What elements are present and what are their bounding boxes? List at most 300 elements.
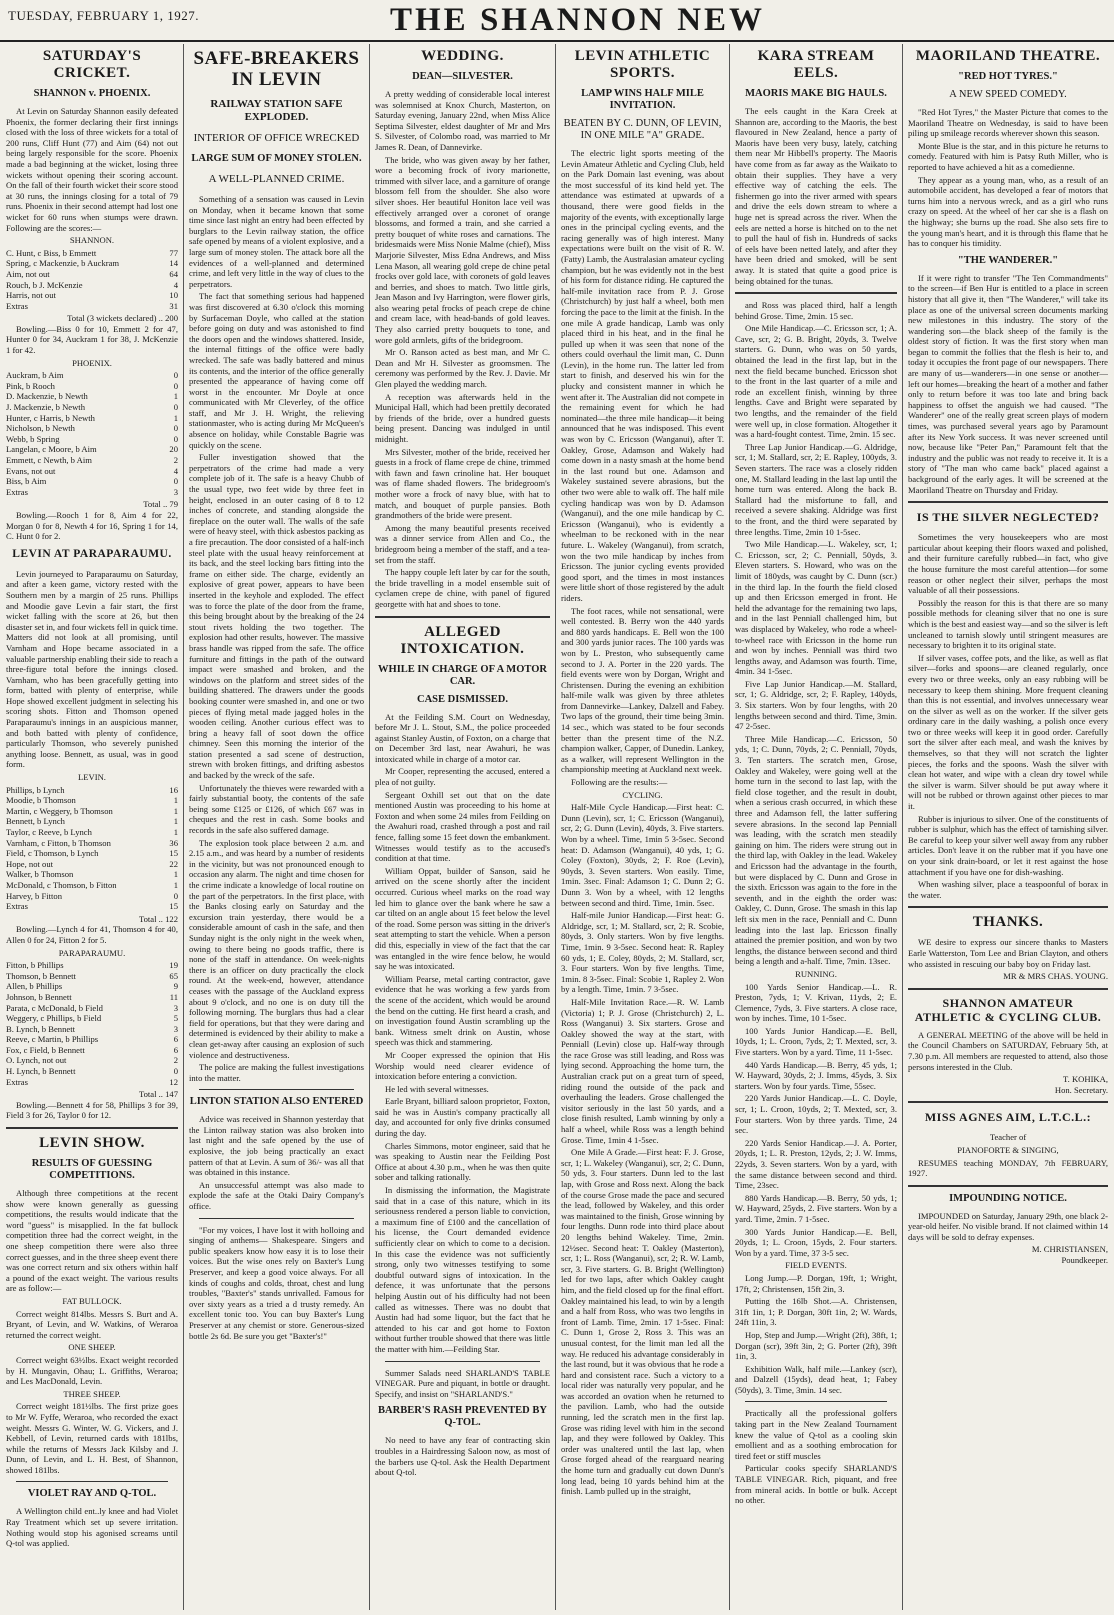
scorecard-row bbox=[6, 434, 178, 445]
article-paragraph: Correct weight 181½lbs. The first prize goes to Mr W. Fyffe, Weraroa, who recorded the exact weight. Messrs G. Winter, W. G. Vickers, and J. Kebbell, of Levin, returned cards with 181lbs, while the returns of Messrs Jack Kilsby and J. Dunn, of Levin, and L. H. Best, of Shannon, showed 181lbs. bbox=[6, 1401, 178, 1475]
article-subheading: RESULTS OF GUESSING COMPETITIONS. bbox=[31, 1158, 153, 1182]
batsman-entry: Hunter, c Harris, b Newth bbox=[6, 412, 95, 423]
article-subheading: LINTON STATION ALSO ENTERED bbox=[189, 1096, 364, 1108]
scorecard-row bbox=[6, 258, 178, 269]
batsman-entry: Rouch, b J. McKenzie bbox=[6, 279, 83, 290]
runs-scored: 4 bbox=[173, 465, 178, 476]
innings-total: Total (3 wickets declared) .. 200 bbox=[67, 313, 178, 324]
article-paragraph: Mr O. Ranson acted as best man, and Mr C. Dean and Mr H. Silvester as groomsmen. The ceremony was performed by the Rev. J. Davie. Mr Glen played the wedding march. bbox=[375, 347, 550, 390]
article-paragraph: Although three competitions at the recent show were known generally as guessing competitions, the results would indicate that the word "guess" is misapplied. In the fat bullock competition three had the correct weight, in the one sheep competition there were also three correct guesses, and in the three sheep event there was one correct return and six others within half a pound of the exact weight. The various results are as follow:— bbox=[6, 1188, 178, 1294]
notice-heading: THANKS. bbox=[972, 914, 1044, 931]
batsman-entry: Harris, not out bbox=[6, 290, 56, 301]
batsman-entry: Extras bbox=[6, 1076, 28, 1087]
batsman-entry: Spring, c Mackenzie, b Auckram bbox=[6, 258, 120, 269]
advert-text: A Wellington child ent..ly knee and had Violet Ray Treatment which set up severe irritation. Nothing would stop his agonised screams until Q-tol was applied. bbox=[6, 1506, 178, 1549]
runs-scored: 2 bbox=[173, 455, 178, 465]
article-paragraph: At the Feilding S.M. Court on Wednesday, before Mr J. L. Stout, S.M., the police proceeded against Stanley Austin, of Foxton, on a charge that on December 3rd last, near Awahuri, he was intoxicated while in charge of a motor car. bbox=[375, 711, 550, 764]
scorecard-row bbox=[6, 891, 178, 902]
scorecard-row bbox=[6, 1077, 178, 1088]
article-paragraph: 880 Yards Handicap.—B. Berry, 50 yds, 1; W. Hayward, 25yds, 2. Five starters. Won by a yard. Time, 2min. 7 1-5sec. bbox=[735, 1192, 897, 1224]
article-heading: MAORILAND THEATRE. bbox=[915, 48, 1101, 64]
batsman-entry: J. Mackenzie, b Newth bbox=[6, 402, 85, 413]
article-body bbox=[375, 89, 550, 610]
article-body bbox=[561, 148, 724, 788]
notice-text: IMPOUNDED on Saturday, January 29th, one black 2-year-old heifer. No visible brand. If not claimed within 14 days will be sold to defray expenses. bbox=[908, 1210, 1108, 1242]
scorecard-row bbox=[6, 971, 178, 982]
notice-signature: Poundkeeper. bbox=[1061, 1255, 1108, 1266]
article-paragraph: Hop, Step and Jump.—Wright (2ft), 38ft, 1; Dorgan (scr), 39ft 3in, 2; G. Porter (2ft), 39ft 1in, 3. bbox=[735, 1329, 897, 1362]
newspaper-title: THE SHANNON NEW bbox=[390, 2, 766, 38]
article-paragraph: "Red Hot Tyres," the Master Picture that comes to the Maoriland Theatre on Wednesday, is said to have been piling up smileage records wherever shown this season. bbox=[908, 107, 1108, 139]
scorecard-row bbox=[6, 423, 178, 434]
results-list bbox=[735, 982, 897, 1259]
article-paragraph: Unfortunately the thieves were rewarded with a fairly substantial booty, the contents of the safe being some £125 or £126, of which £67 was in cheques and the rest in cash. Some books and records in the safe also suffered damage. bbox=[189, 782, 364, 836]
article-subheading: "RED HOT TYRES." bbox=[958, 71, 1058, 82]
batsman-entry: Hope, not out bbox=[6, 858, 54, 869]
article-heading: WEDDING. bbox=[421, 48, 504, 64]
runs-scored: 1 bbox=[173, 412, 178, 423]
scorecard-row bbox=[6, 838, 178, 849]
batsman-entry: Allen, b Phillips bbox=[6, 981, 63, 992]
article-subheading: LAMP WINS HALF MILE INVITATION. bbox=[581, 88, 704, 111]
batsman-entry: Johnson, b Bennett bbox=[6, 991, 72, 1002]
article-paragraph: The happy couple left later by car for the south, the bride travelling in a model ensemble suit of cyclamen crepe de chine, with panel of figured georgette with hat and shoes to tone. bbox=[375, 567, 550, 609]
article-body bbox=[908, 107, 1108, 249]
column-kara-eels bbox=[735, 44, 897, 1610]
batsman-entry: Taylor, c Reeve, b Lynch bbox=[6, 827, 92, 837]
article-subheading: A WELL-PLANNED CRIME. bbox=[208, 173, 345, 185]
article-paragraph: Sergeant Oxhill set out that on the date mentioned Austin was proceeding to his home at Foxton and when some 24 miles from Feilding on the Awahuri road, crashed through a post and rail fence, falling some 15 feet down the embankment. Witnesses would testify as to the accused's condition at that time. bbox=[375, 789, 550, 864]
article-body bbox=[908, 532, 1108, 900]
results-list bbox=[735, 1273, 897, 1396]
scorecard bbox=[6, 248, 178, 312]
runs-scored: 0 bbox=[173, 890, 178, 901]
scorecard-row bbox=[6, 280, 178, 291]
article-paragraph: If silver vases, coffee pots, and the like, as well as flat silver—forks and spoons—are cleaned regularly, once every two or three weeks, only an easy rubbing will be necessary to keep them shining. More frequent cleaning than this is not essential, and involves unnecessary wear on the silver as well as on the worker. If the silver gets ordinary care in the daily washing, a polish once every two or three weeks will keep it in good order. Carefully sort the silver after each meal, and wash the knives by themselves, so that they will not scratch the lighter pieces, the forks and the spoons. Wash the silver with clean hot water, and wipe with a clean dry towel while the silver is warm. Silver should be put away where it will not be rubbed or thrown against other pieces to mar it. bbox=[908, 652, 1108, 812]
runs-scored: 15 bbox=[169, 848, 178, 859]
column-wedding bbox=[375, 44, 550, 1610]
runs-scored: 3 bbox=[173, 1002, 178, 1013]
scorecard-row bbox=[6, 301, 178, 312]
article-subheading: MAORIS MAKE BIG HAULS. bbox=[745, 88, 887, 99]
article-body bbox=[189, 1114, 364, 1211]
batsman-entry: Phillips, b Lynch bbox=[6, 784, 65, 795]
batsman-entry: Extras bbox=[6, 300, 28, 311]
article-subheading: DEAN—SILVESTER. bbox=[412, 71, 513, 82]
divider bbox=[908, 501, 1108, 503]
article-paragraph: Half-mile Junior Handicap.—First heat: G. Aldridge, scr, 1; M. Stallard, scr, 2; R. Scobie, 80yds, 3. Only starters. Won by five lengths. Time, 1min. 9 3-5sec. Second heat: R. Rapley 60 yds, 1; E. Coley, 80yds, 2; M. Stallard, scr, 3. Four starters. Won by five lengths. Time, 1min. 8 3-5sec. Final: Scobie 1, Rapley 2. Won by a length. Time, 1min. 7 3-5sec. bbox=[561, 910, 724, 995]
batsman-entry: Reeve, c Martin, b Phillips bbox=[6, 1034, 99, 1045]
article-paragraph: Long Jump.—P. Dorgan, 19ft, 1; Wright, 17ft, 2; Christensen, 15ft 2in, 3. bbox=[735, 1272, 897, 1294]
notice-signature: M. CHRISTIANSEN, bbox=[1031, 1244, 1108, 1255]
batsman-entry: Field, c Thomson, b Lynch bbox=[6, 848, 99, 859]
article-paragraph: Possibly the reason for this is that there are so many possible methods for cleaning silver that no one is sure which is the best and easiest way—and so the silver is left uncleaned to tarnish slowly until stringent measures are necessary to brighten it to its original state. bbox=[908, 597, 1108, 651]
batsman-entry: O. Lynch, not out bbox=[6, 1055, 67, 1066]
column-athletic-sports bbox=[561, 44, 724, 1610]
runs-scored: 64 bbox=[169, 268, 178, 279]
advert-text: Practically all the professional golfers taking part in the New Zealand Tournament knew the value of Q-tol as a cooling skin emollient and as a soothing embrocation for tired feet or stiff muscles bbox=[735, 1408, 897, 1461]
article-paragraph: Mrs Silvester, mother of the bride, received her guests in a frock of flame crepe de chine, trimmed with fawn and fawn crinoline hat. Her bouquet was of flame shaded flowers. The bridegroom's mother wore a frock of navy blue, with hat to match, and bouquet of purple pansies. Both grandmothers of the bride were present. bbox=[375, 446, 550, 521]
scorecard-row bbox=[6, 827, 178, 838]
article-subheading: A NEW SPEED COMEDY. bbox=[949, 89, 1067, 100]
section-label: ONE SHEEP. bbox=[68, 1342, 116, 1353]
article-paragraph: He led with several witnesses. bbox=[385, 1083, 489, 1094]
scorecard-row bbox=[6, 806, 178, 817]
divider bbox=[908, 906, 1108, 908]
article-heading: IS THE SILVER NEGLECTED? bbox=[916, 510, 1100, 525]
divider bbox=[375, 616, 550, 618]
bowling-figures: Bowling.—Rooch 1 for 8, Aim 4 for 22, Morgan 0 for 8, Newth 4 for 16, Spring 1 for 14, C. Hunt 0 for 2. bbox=[6, 509, 178, 542]
article-subheading: "THE WANDERER." bbox=[957, 254, 1059, 266]
batsman-entry: H. Lynch, b Bennett bbox=[6, 1066, 76, 1077]
team-name: PARAPARAUMU. bbox=[58, 947, 126, 958]
section-label: CYCLING. bbox=[622, 789, 663, 800]
runs-scored: 6 bbox=[173, 1044, 178, 1055]
column-rule bbox=[183, 44, 184, 1610]
scorecard-row bbox=[6, 795, 178, 806]
notice-text: A GENERAL MEETING of the above will be held in the Council Chambers on SATURDAY, February 5th, at 7.30 p.m. All members are requested to attend, also those persons interested in the Club. bbox=[908, 1029, 1108, 1072]
article-heading: ALLEGED INTOXICATION. bbox=[400, 623, 525, 657]
batsman-entry: Harvey, b Fitton bbox=[6, 890, 63, 901]
article-paragraph: Correct weight 814lbs. Messrs S. Burt and A. Bryant, of Levin, and W. Watkins, of Weraroa returned the correct weight. bbox=[6, 1308, 178, 1340]
article-subheading: LARGE SUM OF MONEY STOLEN. bbox=[191, 153, 362, 164]
article-paragraph: One Mile A Grade.—First heat: F. J. Grose, scr, 1; L. Wakeley (Wanganui), scr, 2; C. Dunn, 50 yds, 3. Four starters. Dunn led to the last lap, with Grose and Ross next. Along the back of the course Grose made the pace and secured the lead, followed by Wakeley, and this order was maintained to the finish, Grose winning by four lengths. Dunn rode into third place about 20 lengths behind Wakeley. Time, 2min. 12½sec. Second heat: T. Oakley (Masterton), scr, 1; L. Ross (Wanganui), scr, 2; R. W. Lamb, scr, 3. Five starters. G. B. Bright (Wellington) led for two laps, after which Oakley caught him, and the field closed up for the final effort. Oakley maintained his lead, to win by a length and a half from Ross, who was two lengths in front of Lamb. Time, 2min. 17 1-5sec. Final: C. Dunn 1, Grose 2, Ross 3. This was an unusual contest, for the limit man led all the way. He reduced his advantage considerably in the last round, but it was obvious that he rode a hard and consistent race. Such a victory to a local rider was naturally very popular, and he was accorded an ovation when he returned to the pavilion. Lamb, who had the outside running, led the scratch men in the first lap. Grose was riding level with him in the second lap, and they were followed by Oakley. This order was unaltered until the last lap, when Grose forged ahead of the rearguard nearing the home turn and gradually cut down Dunn's long lead, being 10 yards behind him at the finish. Lamb pulled up in the straight, bbox=[561, 1147, 724, 1497]
article-paragraph: In dismissing the information, the Magistrate said that in a case of this nature, which in its seriousness rendered a person liable to conviction, a maximum fine of £100 and the cancellation of his license, the Court demanded evidence sufficiently clear on which to come to a decision. In this case the evidence was not sufficiently strong, only two witnesses testifying to some doubtful outward signs of intoxication. In the defence, it was unfortunate that the persons helping Austin out of his difficulty had not been called as witnesses. There was no doubt that Austin had had some liquor, but the fact that he attended to his car and got home to Foxton without further trouble showed that there was little the matter with him.—Feilding Star. bbox=[375, 1185, 550, 1354]
article-paragraph: Fuller investigation showed that the perpetrators of the crime had made a very complete job of it. The safe is a heavy Chubb of the usual type, two feet wide by three feet in height, enclosed in an outer casing of 8 to 12 inches of concrete, and standing alongside the fireplace on the outer wall. The walls of the safe were of heavy steel, with thick asbestos packing as a fire precaution. The door consisted of a half-inch steel plate with the usual heavy reinforcement at its back, and the steel locking bars fitting into the frame on either side. The charge, evidently an explosive of great power, appears to have been inserted in the keyhole and exploded. The effect was to force the plate of the door from the frame, this being brought about by the breaking of the 24 stout rivets holding the two together. The explosion had other results, however. The massive brass handle was ripped from the safe. The office furniture and fittings in the path of the outward impact were smashed and broken, and the windows on the platform and street sides of the building shattered. The drawers under the goods booking counter were smashed in, and one or two pieces of flying metal made jagged holes in the wooden ceiling. Another curious effect was to bring a heavy fall of soot down the office chimney. Seen this morning the interior of the station presented a sad scene of destruction, strewn with broken fittings, and drifting asbestos and backed by the wreck of the safe. bbox=[189, 452, 364, 781]
batsman-entry: Martin, c Weggery, b Thomson bbox=[6, 805, 113, 816]
advert-text: "For my voices, I have lost it with holloing and singing of anthems— Shakespeare. Singers and public speakers know how easy it is to lose their voices. But the wise ones rely on Baxter's Lung Preserver, and keep a good voice always. For all kinds of coughs and colds, throat, chest and lung troubles, "Baxter's" stands unrivalled. Famous for over sixty years as a tried a d trusty remedy. An excellent tonic too. You can buy Baxter's Lung Preserver at any chemist or store. Generous-sized bottle 2s 6d. Be sure you get "Baxter's!" bbox=[189, 1224, 364, 1341]
scorecard-row bbox=[6, 413, 178, 424]
runs-scored: 0 bbox=[173, 380, 178, 391]
article-paragraph: Five Lap Junior Handicap.—M. Stallard, scr, 1; G. Aldridge, scr, 2; F. Rapley, 140yds, 3. Six starters. Won by four lengths, with 20 lengths between second and third. Time, 3min. 47 2-5sec. bbox=[735, 678, 897, 732]
notice-text: WE desire to express our sincere thanks to Masters Earle Watterston, Tom Lee and Brian Clayton, and others who assisted in rescuing our baby boy on Friday last. bbox=[908, 937, 1108, 969]
runs-scored: 0 bbox=[173, 402, 178, 413]
divider bbox=[735, 292, 897, 294]
batsman-entry: Moodie, b Thomson bbox=[6, 795, 76, 806]
batsman-entry: Parata, c McDonald, b Field bbox=[6, 1002, 103, 1013]
article-paragraph: A reception was afterwards held in the Municipal Hall, which had been prettily decorated by friends of the bride, over a hundred guests being present. Dancing was indulged in until midnight. bbox=[375, 391, 550, 444]
runs-scored: 19 bbox=[169, 960, 178, 971]
article-heading: KARA STREAM EELS. bbox=[757, 48, 875, 81]
article-paragraph: Half-Mile Invitation Race.—R. W. Lamb (Victoria) 1; P. J. Grose (Christchurch) 2, L. Ross (Wanganui) 3. Six starters. Grose and Oakley showed the way at the start, with Penniall (Levin) close up. Half-way through the race Grose was still leading, and Ross was lying second. Approaching the home turn, the Australian crack put on a great turn of speed, riding round the outside of the pack and overhauling the leaders. Grose challenged the visitor seriously in the last 50 yards, and a close finish resulted, Lamb winning by only a half a wheel, while Ross was a length behind Grose. Time, 1min 4 1-5sec. bbox=[561, 996, 724, 1145]
runs-scored: 1 bbox=[173, 805, 178, 816]
scorecard-row bbox=[6, 444, 178, 455]
scorecard-row bbox=[6, 1034, 178, 1045]
article-paragraph: 100 Yards Senior Handicap.—L. R. Preston, 7yds, 1; V. Krivan, 11yds, 2; E. Clemence, 7yds, 3. Five starters. A close race, won by inches. Time, 10 1-5sec. bbox=[735, 981, 897, 1024]
article-paragraph: Mr Cooper, representing the accused, entered a plea of not guilty. bbox=[375, 766, 550, 788]
divider bbox=[199, 1218, 354, 1219]
runs-scored: 15 bbox=[169, 901, 178, 912]
article-subheading: CASE DISMISSED. bbox=[416, 693, 509, 705]
runs-scored: 1 bbox=[173, 869, 178, 880]
column-safe-breakers bbox=[189, 44, 364, 1610]
masthead bbox=[0, 0, 1114, 42]
runs-scored: 5 bbox=[173, 1013, 178, 1024]
batsman-entry: D. Mackenzie, b Newth bbox=[6, 391, 88, 402]
scorecard-row bbox=[6, 455, 178, 466]
issue-date: TUESDAY, FEBRUARY 1, 1927. bbox=[8, 8, 199, 23]
article-paragraph: Three Mile Handicap.—C. Ericsson, 50 yds, 1; C. Dunn, 70yds, 2; C. Penniall, 70yds, 3. Ten starters. The scratch men, Grose, Oakley and Wakeley, were going well at the home turn in the second to last lap, with the field close together, and the result in doubt, when a serious crash occurred, in which these three and Adamson fell, the latter suffering severe abrasions. In the second lap Penniall was leading, with the scratch men steadily gaining on him. The riders were strung out in the third lap, with Oakley in the lead. Wakeley and Ericsson had the advantage in the fourth, but were displaced by C. Dunn and Grose in the sixth. Ericsson was again to the fore in the seventh, and in the eighth the order was: Oakley, C. Dunn, Grose. The smash in this lap left six men in the race, Penniall and C. Dunn leading into the last lap. Ericsson finally attained the premier position, and won by two lengths, the distance between second and third being a length and a-half. Time, 7min. 13sec. bbox=[735, 733, 897, 967]
section-label: FIELD EVENTS. bbox=[785, 1260, 847, 1271]
batsman-entry: Langelan, c Moore, b Aim bbox=[6, 444, 97, 455]
article-paragraph: Half-Mile Cycle Handicap.—First heat: C. Dunn (Levin), scr, 1; C. Ericsson (Wanganui), scr, 2; G. Dunn (Levin), 40yds, 3. Five starters. Won by a wheel. Time, 1min 5 3-5sec. Second heat: D. Adamson (Wanganui), 40 yds, 1; G. Coley (Foxton), 30yds, 2; F. Roe (Levin), 90yds, 3. Seven starters. Won easily. Time, 1min. 3sec. Final: Adamson 1; C. Dunn 2; G. Dunn 3. Won by a wheel, with 12 lengths between second and third. Time, 1min. 5sec. bbox=[561, 802, 724, 908]
divider bbox=[908, 988, 1108, 990]
innings-total: Total .. 147 bbox=[138, 1089, 178, 1100]
scorecard-row bbox=[6, 402, 178, 413]
divider bbox=[908, 1101, 1108, 1103]
runs-scored: 31 bbox=[169, 300, 178, 311]
scorecard-row bbox=[6, 381, 178, 392]
bowling-figures: Bowling.—Bennett 4 for 58, Phillips 3 for 39, Field 3 for 26, Taylor 0 for 12. bbox=[6, 1099, 178, 1121]
divider bbox=[16, 1481, 168, 1482]
results-list bbox=[561, 802, 724, 1497]
article-paragraph: Levin journeyed to Paraparaumu on Saturday, and after a keen game, victory rested with the Southern men by a margin of 25 runs. Phillips and Moodie gave Levin a fair start, the first wicket falling with the score at 26, but then disaster set in, and four wickets fell in quick time. Matters did not look at all promising, until Varnham and Hope became associated in a valuable partnership enabling their side to reach a three-figure total before the innings closed. Varnham, who has been gracefully getting into form, batted with plenty of enterprise, while Hope showed excellent judgment in selecting his scoring shots. Fitton and Thomson opened Paraparaumu's innings in an auspicious manner, and both batted with plenty of confidence, particularly Thomson, who severely punished anything loose. Bennett, as usual, was in good form. bbox=[6, 568, 178, 770]
batsman-entry: Walker, b Thomson bbox=[6, 869, 74, 880]
scorecard-row bbox=[6, 859, 178, 870]
batsman-entry: Weggery, c Phillips, b Field bbox=[6, 1013, 102, 1024]
article-paragraph: Two Mile Handicap.—L. Wakeley, scr, 1; C. Ericsson, scr, 2; C. Penniall, 50yds, 3. Eleven starters. S. Howard, who was on the limit of 180yds, was caught by C. Dunn (scr.) in the third lap. In the fourth the field closed up and then Ericsson emerged in front. He held the advantage for the remaining two laps, and in the last Penniall challenged him, but was displaced by Wakeley, who rode a wheel-to-wheel race with Ericsson in the home run and won by inches. Penniall was third two lengths away, and Adamson was fourth. Time, 4min. 34 1-5sec. bbox=[735, 539, 897, 677]
article-paragraph: The foot races, while not sensational, were well contested. B. Berry won the 440 yards and 880 yards handicaps. E. Bell won the 100 and 300 yards junior races. The 100 yards was won by L. Preston, who subsequently came second to J. A. Porter in the 220 yards. The field events were won by Dorgan, Wright and Christensen. During the evening an exhibition half-mile walk was given by three athletes from Dannevirke—Lankey, Dalzell and Fabey. Two laps of the ground, their time being 3min. 14 sec., which was stated to be four seconds better than the present time of the N.Z. champion walker, Capper, of Dunedin. Lankey, as a walker, will represent Wellington in the championship meeting at Auckland next week. bbox=[561, 605, 724, 775]
batsman-entry: Webb, b Spring bbox=[6, 433, 60, 444]
runs-scored: 22 bbox=[169, 858, 178, 869]
batsman-entry: Evans, not out bbox=[6, 465, 56, 476]
article-paragraph: Mr Cooper expressed the opinion that His Worship would need clearer evidence of intoxication before entering a conviction. bbox=[375, 1049, 550, 1082]
scorecard bbox=[6, 785, 178, 912]
article-paragraph: Putting the 16lb Shot.—A. Christensen, 31ft 1in, 1; P. Dorgan, 30ft 1in, 2; W. Wards, 24ft 11in, 3. bbox=[735, 1296, 897, 1328]
advert-text: Summer Salads need SHARLAND'S TABLE VINEGAR. Pure and piquant, in bottle or draught. Specify, and insist on "SHARLAND'S." bbox=[375, 1367, 550, 1399]
section-label: THREE SHEEP. bbox=[63, 1388, 121, 1399]
notice-heading: MISS AGNES AIM, L.T.C.L.: bbox=[924, 1110, 1092, 1125]
runs-scored: 11 bbox=[169, 991, 178, 1002]
scorecard-row bbox=[6, 466, 178, 477]
advert-text: No need to have any fear of contracting skin troubles in a Hairdressing Saloon now, as most of the barbers use Q-tol. Ask the Health Department about Q-tol. bbox=[375, 1435, 550, 1478]
batsman-entry: Biss, b Aim bbox=[6, 476, 47, 487]
runs-scored: 12 bbox=[169, 1076, 178, 1087]
article-paragraph: If it were right to transfer "The Ten Commandments" to the screen—if Ben Hur is entitled to a place in screen history that all give it, then "The Wanderer," will take its place as one of the universal screen documents marking new milestones in this industry. The story of the wandering son—the black sheep of the family is the oldest story of fiction. It was the first story when man began to commit the follies that the flesh is heir to, and today it occupies the front page of our newspapers. There are many of us—wanderers—in one sense or another—left our homes—breaking the heart of a mother and father only to return before it was too late and bring back happiness to offset the anguish we had caused. "The Wanderer" one of the really great screen plays of modern times, was purchased several years ago by Paramount after its New York success. It was never screened until now, because like "Peter Pan," Paramount felt that the industry and the public was not ready to receive it. It is a story of "The man who came back" placed against a background of the early ages. It will be screened at the Maoriland Theatre on Thursday and Friday. bbox=[908, 272, 1108, 495]
batsman-entry: Extras bbox=[6, 486, 28, 497]
scorecard-row bbox=[6, 981, 178, 992]
runs-scored: 4 bbox=[173, 279, 178, 290]
article-subheading: WHILE IN CHARGE OF A MOTOR CAR. bbox=[378, 663, 547, 687]
scorecard-row bbox=[6, 1013, 178, 1024]
section-label: FAT BULLOCK. bbox=[62, 1295, 122, 1306]
runs-scored: 0 bbox=[173, 1066, 178, 1077]
advert-heading: BARBER'S RASH PREVENTED BY Q-TOL. bbox=[378, 1405, 547, 1429]
batsman-entry: McDonald, c Thomson, b Fitton bbox=[6, 879, 117, 890]
notice-signature: T. KOHIKA, bbox=[1063, 1074, 1108, 1085]
scorecard-row bbox=[6, 487, 178, 498]
runs-scored: 2 bbox=[173, 1055, 178, 1066]
batsman-entry: B. Lynch, b Bennett bbox=[6, 1023, 75, 1034]
article-paragraph: The explosion took place between 2 a.m. and 2.15 a.m., and was heard by a number of residents in the vicinity, but was not pronounced enough to occasion any alarm. The night and time chosen for the crime indicate a knowledge of local routine on the part of the perpetrators. In the first place, with the Banks closing early on Saturday and the excursion train yesterday, there would be a considerable amount of cash in the safe, and then Sunday night is the only night in the week when, owing to there being no goods traffic, there is none of the staff in attendance. On week-nights there is an officer on duty practically the clock round. At the week-end, however, attendance ceases with the passage of the Auckland express about 9 o'clock, and no one is on duty till the following morning. The burglars thus had a clear field for operations, but that they were daring and determined is evidenced by their ability to make a clean get-away after causing an explosion of such violence and destructiveness. bbox=[189, 837, 364, 1060]
runs-scored: 20 bbox=[169, 444, 178, 455]
innings-total: Total .. 79 bbox=[143, 499, 178, 510]
runs-scored: 0 bbox=[173, 423, 178, 434]
runs-scored: 0 bbox=[173, 370, 178, 381]
column-cricket bbox=[6, 44, 178, 1610]
batsman-entry: Pink, b Rooch bbox=[6, 380, 55, 391]
article-paragraph: William Oppat, builder of Sanson, said he arrived on the scene shortly after the incident occurred. Curious wheel marks on the road way led him to glance over the bank where he saw a car tilted on an angle about 15 feet below the level of the road. Some person was sitting in the driver's seat attempting to start the vehicle. When a person did this, especially in view of the fact that the car was entangled in the wire fence below, he would say he was intoxicated. bbox=[375, 865, 550, 972]
article-body bbox=[375, 712, 550, 1355]
column-theatre bbox=[908, 44, 1108, 1610]
runs-scored: 1 bbox=[173, 879, 178, 890]
article-subheading: SHANNON v. PHOENIX. bbox=[33, 88, 151, 99]
article-paragraph: Advice was received in Shannon yesterday that the Linton railway station was also broken into last night and the safe opened by the use of explosive, the job being practically an exact pattern of that at Levin. A sum of 36/- was all that was obtained in this instance. bbox=[189, 1114, 364, 1178]
runs-scored: 3 bbox=[173, 1023, 178, 1034]
article-heading: SATURDAY'S CRICKET. bbox=[42, 48, 142, 81]
article-paragraph: They appear as a young man, who, as a result of an automobile accident, has developed a fear of motors that turns him into a nervous wreck, and as a girl who runs crazy on speed. At the wheel of her car she is a flash on the highway; she burns up the road. She also sets fire to the young man's heart, and it is through this flame that he has to conquer his timidity. bbox=[908, 174, 1108, 249]
batsman-entry: Auckram, b Aim bbox=[6, 370, 64, 381]
article-paragraph: and Ross was placed third, half a length behind Grose. Time, 2min. 15 sec. bbox=[735, 300, 897, 321]
divider bbox=[199, 1089, 354, 1090]
batsman-entry: Emmett, c Newth, b Aim bbox=[6, 455, 92, 465]
bowling-figures: Bowling.—Biss 0 for 10, Emmett 2 for 47, Hunter 0 for 34, Auckram 1 for 38, J. McKenzie 1 for 42. bbox=[6, 323, 178, 356]
batsman-entry: Nicholson, b Newth bbox=[6, 423, 75, 434]
scorecard-row bbox=[6, 901, 178, 912]
article-body bbox=[189, 194, 364, 1083]
scorecard-row bbox=[6, 880, 178, 891]
article-subheading: BEATEN BY C. DUNN, OF LEVIN, IN ONE MILE "A" GRADE. bbox=[563, 118, 722, 141]
article-paragraph: Monte Blue is the star, and in this picture he returns to comedy. Featured with him is Patsy Ruth Miller, who is reported to have achieved a hit as a comedienne. bbox=[908, 140, 1108, 172]
article-paragraph: 440 Yards Handicap.—B. Berry, 45 yds, 1; W. Hayward, 30yds, 2; J. Imms, 45yds, 3. Six starters. Won by four yards. Time, 55sec. bbox=[735, 1059, 897, 1091]
batsman-entry: C. Hunt, c Biss, b Emmett bbox=[6, 247, 97, 258]
article-paragraph: Sometimes the very housekeepers who are most particular about keeping their floors waxed and polished, and their furniture carefully rubbed—in fact, who give the house furniture the most careful attention—for some reason or other neglect their silver, perhaps the most valuable of all their possessions. bbox=[908, 532, 1108, 596]
team-name: PHOENIX. bbox=[72, 357, 112, 368]
runs-scored: 0 bbox=[173, 433, 178, 444]
article-subheading: INTERIOR OF OFFICE WRECKED bbox=[193, 132, 360, 144]
batsman-entry: Fox, c Field, b Bennett bbox=[6, 1044, 85, 1055]
team-name: LEVIN. bbox=[78, 772, 106, 783]
runs-scored: 1 bbox=[173, 795, 178, 806]
scorecard-row bbox=[6, 816, 178, 827]
article-paragraph: The eels caught in the Kara Creek at Shannon are, according to the Maoris, the best flavoured in New Zealand, hence a party of Maoris have been very busy, lately, catching them near Mr Hibbell's property. The Maoris have come from as far away as the Waikato to obtain their supplies. They have a very effective way of catching the eels. The fishermen go into the river armed with spears and drive the eels down stream to where a huge net is spread across the river. When the eels are netted a horse is hitched on to the net to pull the haul of fish in. Hundreds of sacks of eels have been netted lately, and after they have been dried and smoked, will be sent away. It is stated that quite a good price is being obtained for the tunas. bbox=[735, 106, 897, 286]
scorecard-row bbox=[6, 869, 178, 880]
batsman-entry: Aim, not out bbox=[6, 268, 50, 279]
batsman-entry: Extras bbox=[6, 901, 28, 912]
results-list bbox=[735, 300, 897, 967]
runs-scored: 36 bbox=[169, 837, 178, 848]
runs-scored: 14 bbox=[169, 258, 178, 269]
article-paragraph: Charles Simmons, motor engineer, said that he was speaking to Austin near the Feilding Post Office at about 4.30 p.m., when he was then quite sober and talking rationally. bbox=[375, 1140, 550, 1183]
scorecard-row bbox=[6, 290, 178, 301]
scorecard bbox=[6, 960, 178, 1087]
article-heading: LEVIN ATHLETIC SPORTS. bbox=[574, 48, 711, 81]
article-paragraph: 220 Yards Junior Handicap.—L. C. Doyle, scr, 1; L. Croon, 10yds, 2; T. Mexted, scr, 3. Four starters. Won by three yards. Time, 24 sec. bbox=[735, 1093, 897, 1136]
notice-text: Teacher of bbox=[989, 1132, 1027, 1143]
article-paragraph: One Mile Handicap.—C. Ericsson scr, 1; A. Cave, scr, 2; G. B. Bright, 20yds, 3. Twelve starters. G. Dunn, who was on 50 yards, obtained the lead in the first lap, but in the next the field became bunched. Ericsson shot to the front in the last quarter of a mile and rode an excellent finish, winning by three lengths. Cave and Bright were separated by two lengths, and the remainder of the field were well up, in close formation. Altogether it was a hard-fought contest. Time, 2min. 15 sec. bbox=[735, 323, 897, 440]
runs-scored: 1 bbox=[173, 391, 178, 402]
batsman-entry: Bennett, b Lynch bbox=[6, 816, 65, 827]
runs-scored: 6 bbox=[173, 1034, 178, 1045]
team-name: SHANNON. bbox=[69, 235, 115, 246]
article-subheading: RAILWAY STATION SAFE EXPLODED. bbox=[210, 98, 343, 123]
article-paragraph: Earle Bryant, billiard saloon proprietor, Foxton, said he was in Austin's company practically all day, and accounted for only five drinks consumed during the day. bbox=[375, 1096, 550, 1139]
scorecard-row bbox=[6, 848, 178, 859]
article-paragraph: Among the many beautiful presents received was a dinner service from Allen and Co., the bridegroom being a member of the staff, and a tea-set from the staff. bbox=[375, 522, 550, 565]
divider bbox=[6, 1127, 178, 1129]
scorecard-row bbox=[6, 1003, 178, 1014]
article-paragraph: A pretty wedding of considerable local interest was solemnised at Knox Church, Masterton, on Saturday evening, January 22nd, when Miss Alice Septima Silvester, eldest daughter of Mr and Mrs S. Silvester, of Colombo road, was married to Mr James R. Dean, of Dannevirke. bbox=[375, 89, 550, 152]
article-paragraph: The fact that something serious had happened was first discovered at 6.30 o'clock this morning by Surfaceman Doyle, who called at the station before going on duty and was astonished to find the doors open and the windows shattered. Inside, the internal fittings of the office were badly wrecked. The safe was badly battered and minus its contents, and the interior of the office generally presented the appearance of having come off worst in the encounter. Mr Doyle at once communicated with Mr Cleverley, of the office staff, and Mr J. H. Wright, the relieving stationmaster, who is acting during Mr McQueen's absence on holiday, while Constable Bagrie was quickly on the scene. bbox=[189, 291, 364, 450]
notice-text: RESUMES teaching MONDAY, 7th FEBRUARY, 1927. bbox=[908, 1157, 1108, 1179]
runs-scored: 1 bbox=[173, 827, 178, 837]
runs-scored: 65 bbox=[169, 970, 178, 981]
article-paragraph: Exhibition Walk, half mile.—Lankey (scr), and Dalzell (15yds), dead heat, 1; Fabey (50yds), 3. Time, 3min. 14 sec. bbox=[735, 1363, 897, 1395]
article-paragraph: 300 Yards Junior Handicap.—E. Bell, 20yds, 1; L. Croon, 15yds, 2. Four starters. Won by a yard. Time, 37 3-5 sec. bbox=[735, 1226, 897, 1258]
scorecard-row bbox=[6, 476, 178, 487]
column-rule bbox=[555, 44, 556, 1610]
divider bbox=[908, 1185, 1108, 1187]
scorecard-row bbox=[6, 785, 178, 796]
notice-heading: IMPOUNDING NOTICE. bbox=[949, 1192, 1067, 1204]
column-rule bbox=[369, 44, 370, 1610]
article-paragraph: When washing silver, place a teaspoonful of borax in the water. bbox=[908, 879, 1108, 900]
notice-signature: MR & MRS CHAS. YOUNG. bbox=[1003, 971, 1108, 982]
scorecard-row bbox=[6, 992, 178, 1003]
bowling-figures: Bowling.—Lynch 4 for 41, Thomson 4 for 40, Allen 0 for 24, Fitton 2 for 5. bbox=[6, 924, 178, 945]
advert-text: Particular cooks specify SHARLAND'S TABLE VINEGAR. Rich, piquant, and free from mineral acids. In bottle or bulk. Accept no other. bbox=[735, 1463, 897, 1506]
article-paragraph: Correct weight 63½lbs. Exact weight recorded by H. Mungavin, Ohau; L. Griffiths, Weraroa; and Les MacDonald, Levin. bbox=[6, 1354, 178, 1387]
article-paragraph: Following are the results:— bbox=[571, 777, 668, 788]
runs-scored: 0 bbox=[173, 476, 178, 487]
article-heading: LEVIN SHOW. bbox=[39, 1135, 145, 1152]
article-paragraph: William Pearse, metal carting contractor, gave evidence that he was working a few yards from the scene of the accident, which would be around the bend on the cutting. He first heard a crash, and on investigation found Austin scrambling up the bank. Witness smelt drink on Austin, whose speech was thick and stammering. bbox=[375, 973, 550, 1048]
scorecard-row bbox=[6, 1066, 178, 1077]
innings-total: Total .. 122 bbox=[138, 913, 178, 924]
advert-heading: VIOLET RAY AND Q-TOL. bbox=[27, 1488, 157, 1500]
runs-scored: 16 bbox=[169, 784, 178, 795]
column-rule bbox=[729, 44, 730, 1610]
scorecard-row bbox=[6, 960, 178, 971]
runs-scored: 10 bbox=[169, 290, 178, 301]
article-heading: LEVIN AT PARAPARAUMU. bbox=[12, 547, 172, 560]
column-rule bbox=[902, 44, 903, 1610]
article-paragraph: 220 Yards Senior Handicap.—J. A. Porter, 20yds, 1; L. R. Preston, 12yds, 2; J. W. Imms, 22yds, 3. Seven starters. Won by a yard, with the same distance between second and third. Time, 23sec. bbox=[735, 1137, 897, 1191]
scorecard-row bbox=[6, 1024, 178, 1035]
runs-scored: 1 bbox=[173, 816, 178, 827]
batsman-entry: Varnham, c Fitton, b Thomson bbox=[6, 837, 111, 848]
scorecard-row bbox=[6, 1045, 178, 1056]
batsman-entry: Fitton, b Phillips bbox=[6, 960, 64, 971]
runs-scored: 77 bbox=[169, 247, 178, 258]
article-paragraph: Three Lap Junior Handicap.—G. Aldridge, scr, 1; M. Stallard, scr, 2; E. Rapley, 100yds, 3. Seven starters. The race was a closely ridden one, M. Stallard leading in the last lap until the home turn was entered. Along the back B. Stallard had the misfortune to fall, and received a severe shaking. Aldridge was first to the front, and the third were separated by three lengths. Time, 2min 10 1-5sec. bbox=[735, 441, 897, 537]
runs-scored: 9 bbox=[173, 981, 178, 992]
article-paragraph: The electric light sports meeting of the Levin Amateur Athletic and Cycling Club, held on the Park Domain last evening, was about the most successful of its kind held yet. The attendance was estimated at upwards of a thousand, there were good fields in the majority of the events, with exceptionally large ones in the principal cycling events, and the racing generally was of high interest. Many expectations were built on the visit of R. W. (Fatty) Lamb, the Australasian amateur cycling champion, but he was evidently not in the best of his form for distance riding. He captured the half-mile invitation race from P. J. Grose (Christchurch) by just half a wheel, both men forcing the pace to the limit at the finish. In the one mile A grade handicap, Lamb was only placed third in his heat, and in the final he pulled up when it was seen that none of the others could overhaul the limit man, C. Dunn (Levin), in the home run. The latter led from start to finish, and deserved his win for the plucky and consistent manner in which he went after it. The Australian did not compete in the remaining event for which he had nominated—the three mile handicap—it being announced that he was indisposed. This event was won by C. Ericsson (Wanganui), after T. Oakley, Grose, Adamson and Wakely had come down in a nasty smash at the home bend in the last round but one. Adamson and Wakeley sustained severe abrasions, but the other two were able to walk off. The half mile cycling handicap was won by D. Adamson (Wanganui), and the one mile handicap by C. Ericsson (Wanganui), who is evidently a wheelman to be reckoned with in the near future. L. Wakeley (Wanganui), from scratch, won the two mile handicap by inches from Ericsson. The junior cycling events provided good sport, and the times in most instances were little short of those registered by the adult riders. bbox=[561, 148, 724, 603]
scorecard-row bbox=[6, 391, 178, 402]
scorecard bbox=[6, 370, 178, 497]
divider bbox=[385, 1361, 540, 1362]
article-heading: SAFE-BREAKERS IN LEVIN bbox=[193, 48, 360, 90]
divider bbox=[745, 1401, 887, 1402]
batsman-entry: Thomson, b Bennett bbox=[6, 970, 76, 981]
scorecard-row bbox=[6, 1055, 178, 1066]
article-paragraph: Something of a sensation was caused in Levin on Monday, when it became known that some time since last night an entry had been effected by burglars to the Levin railway station, the office safe opened by means of a violent explosive, and a large sum of money stolen. The attack bore all the evidences of a well-planned and determined crime, and left very little in the way of clues to the perpetrators. bbox=[189, 194, 364, 289]
article-paragraph: At Levin on Saturday Shannon easily defeated Phoenix, the former declaring their first innings closed with the loss of three wickets for a total of 200 runs, Cliff Hunt (77) and Aim (64) not out being largely responsible for the score. Phoenix made a bad beginning at the wicket, losing three wickets without opening their scoring account. On the fall of their fourth wicket their score stood at 30 runs, the innings closing for a total of 79 runs. Phoenix in their second attempt had lost one wicket for 60 runs when stumps were drawn. Following are the scores:— bbox=[6, 106, 178, 233]
section-label: RUNNING. bbox=[795, 968, 837, 979]
article-paragraph: An unsuccessful attempt was also made to explode the safe at the Otaki Dairy Company's office. bbox=[189, 1179, 364, 1212]
scorecard-row bbox=[6, 269, 178, 280]
notice-signature: Hon. Secretary. bbox=[1054, 1084, 1108, 1095]
runs-scored: 3 bbox=[173, 486, 178, 497]
notice-text: PIANOFORTE & SINGING, bbox=[957, 1144, 1059, 1155]
article-paragraph: 100 Yards Junior Handicap.—E. Bell, 10yds, 1; L. Croon, 7yds, 2; T. Mexted, scr, 3. Five starters. Won by a yard. Time, 11 1-5sec. bbox=[735, 1025, 897, 1058]
scorecard-row bbox=[6, 248, 178, 259]
scorecard-row bbox=[6, 370, 178, 381]
article-paragraph: Rubber is injurious to silver. One of the constituents of rubber is sulphur, which has the effect of tarnishing silver. Be careful to keep your silver well away from any rubber articles. Don't leave it on the rubber mat if you have one on your sink drain-board, or let it rest against the hose attachment if you have one for dish-washing. bbox=[908, 813, 1108, 877]
notice-heading: SHANNON AMATEUR ATHLETIC & CYCLING CLUB. bbox=[914, 995, 1102, 1024]
article-paragraph: The police are making the fullest investigations into the matter. bbox=[189, 1062, 364, 1083]
article-paragraph: The bride, who was given away by her father, wore a becoming frock of ivory marionette, trimmed with silver lace, and a garniture of orange blossom fell from the shoulder. She also wore silver shoes. Her beautiful Honiton lace veil was effectively arranged over a coronet of orange blossoms, and formed a train, and she carried a pretty bouquet of white roses and carnations. The bridesmaids were Miss Nonie Malme (chief), Miss Marjorie Silvester, Miss Edna Andrews, and Miss Lena Mason, all wearing gold crepe de chine petal frocks over gold lace, with coronets of gold leaves and berries, and shoes to match. Two little girls, Jean Mason and Ivy Harrington, were flower girls, also wearing petal frocks of peach crepe de chine and cream lace, with head-bands of gold leaves. They also carried pretty bouquets to tone, and wore gold armlets, gifts of the bridegroom. bbox=[375, 154, 550, 345]
